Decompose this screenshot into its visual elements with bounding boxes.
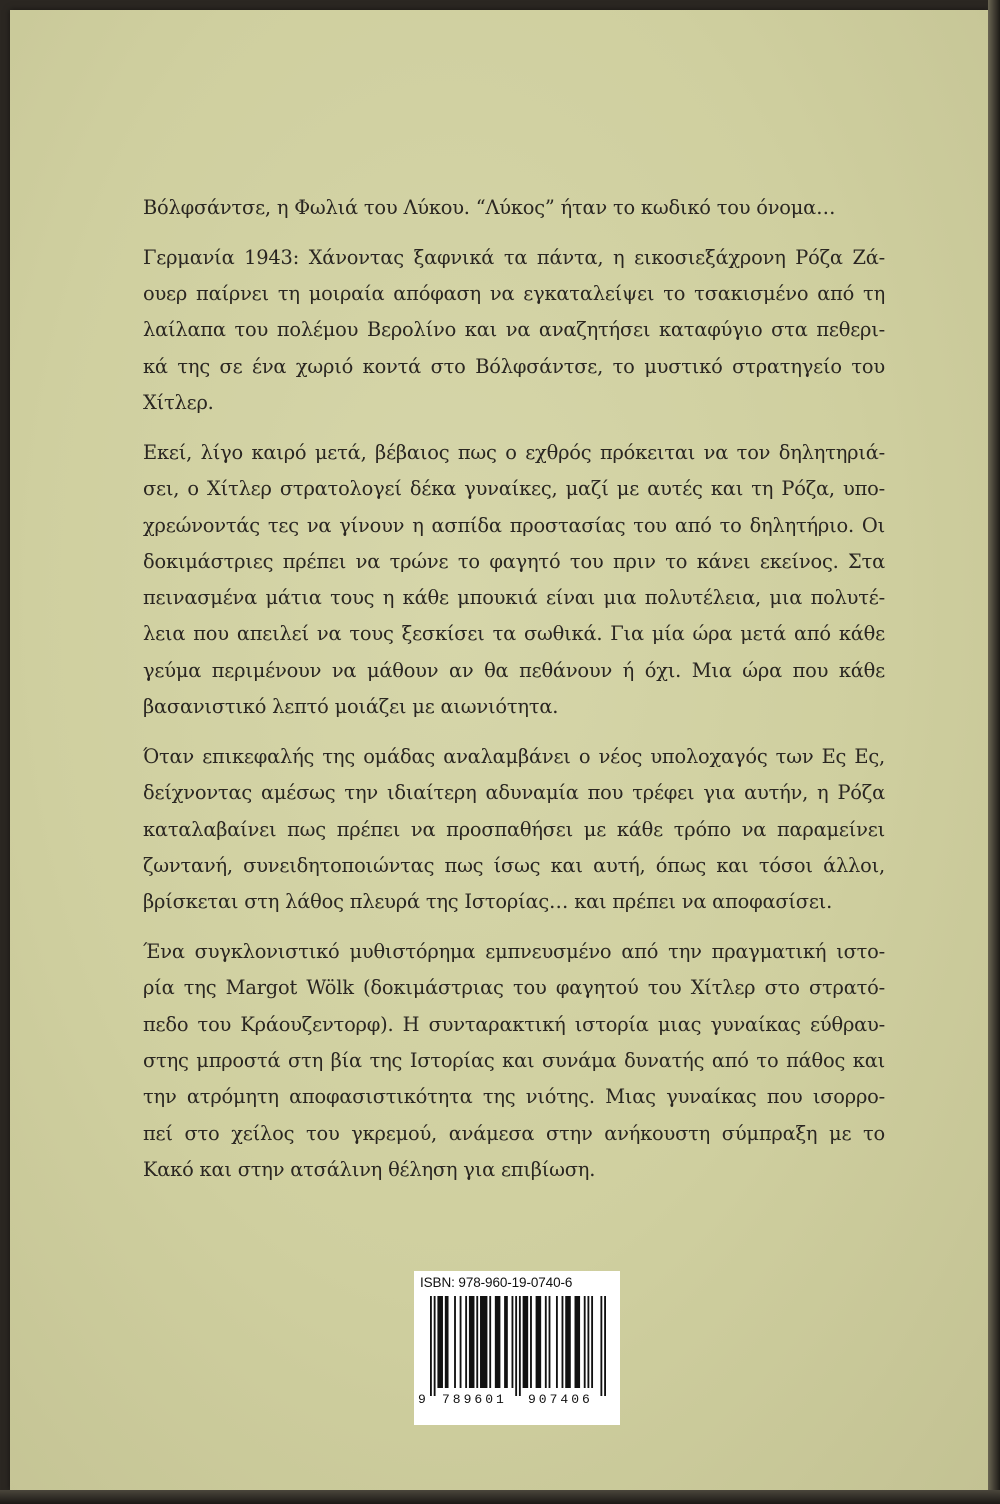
text-line: πεί στο χείλος του γκρεμού, ανάμεσα στην ανήκουστη σύμπραξη με το xyxy=(143,1121,885,1145)
barcode-bar xyxy=(465,1296,467,1388)
text-line: Όταν επικεφαλής της ομάδας αναλαμβάνει ο νέος υπολοχαγός των Ες Ες, xyxy=(143,744,885,768)
isbn-text: ISBN: 978-960-19-0740-6 xyxy=(420,1275,573,1290)
text-line: ζωντανή, συνειδητοποιώντας πως ίσως και αυτή, όπως και τόσοι άλλοι, xyxy=(143,853,885,877)
text-line: Εκεί, λίγο καιρό μετά, βέβαιος πως ο εχθρός πρόκειται να τον δηλητηριά- xyxy=(143,440,885,464)
barcode-bar xyxy=(545,1296,547,1388)
barcode-bar xyxy=(476,1296,478,1388)
cover-edge-bottom xyxy=(0,1490,1000,1504)
barcode-bar xyxy=(445,1296,449,1388)
barcode-bar xyxy=(523,1296,529,1388)
text-line: καταλαβαίνει πως πρέπει να προσπαθήσει με κάθε τρόπο να παραμείνει xyxy=(143,817,885,841)
text-line: Κακό και στην ατσάλινη θέληση για επιβίωση. xyxy=(143,1157,596,1181)
text-line: λαίλαπα του πολέμου Βερολίνο και να αναζητήσει καταφύγιο στα πεθερι- xyxy=(143,318,885,342)
blurb-paragraph xyxy=(143,739,885,920)
text-line: ουερ παίρνει τη μοιραία απόφαση να εγκαταλείψει το τσακισμένο από τη xyxy=(143,282,885,306)
ean-digit-lead: 9 xyxy=(418,1392,426,1407)
barcode-bar xyxy=(454,1296,456,1388)
barcode-bar xyxy=(504,1296,508,1388)
text-line: πεινασμένα μάτια τους η κάθε μπουκιά είναι μια πολυτέλεια, μια πολυτέ- xyxy=(143,586,885,610)
barcode-bar xyxy=(434,1296,436,1396)
ean-digit-left-group: 789601 xyxy=(442,1392,507,1407)
text-line: στης μπροστά στη βία της Ιστορίας και συνάμα δυνατής από το πάθος και xyxy=(143,1048,885,1072)
blurb-text xyxy=(143,190,885,1202)
text-line: δείχνοντας αμέσως την ιδιαίτερη αδυναμία που τρέφει για αυτήν, η Ρόζα xyxy=(143,781,885,805)
blurb-paragraph xyxy=(143,934,885,1188)
barcode-bar xyxy=(515,1296,517,1396)
barcode-bar xyxy=(600,1296,602,1396)
barcode-bars xyxy=(430,1296,606,1396)
barcode-bar xyxy=(489,1296,491,1388)
text-line: σει, ο Χίτλερ στρατολογεί δέκα γυναίκες, μαζί με αυτές και τη Ρόζα, υπο- xyxy=(143,477,885,501)
barcode-bar xyxy=(584,1296,586,1388)
text-line: βρίσκεται στη λάθος πλευρά της Ιστορίας… και πρέπει να αποφασίσει. xyxy=(143,890,833,914)
blurb-paragraph xyxy=(143,435,885,725)
barcode-bar xyxy=(604,1296,606,1396)
barcode-bar xyxy=(575,1296,581,1388)
barcode-label xyxy=(414,1271,620,1425)
barcode-bar xyxy=(512,1296,514,1388)
text-line: την ατρόμητη αποφασιστικότητα της νιότης. Μιας γυναίκας που ισορρο- xyxy=(143,1085,885,1109)
text-line: πεδο του Κράουζεντορφ). Η συνταρακτική ιστορία μιας γυναίκας εύθραυ- xyxy=(143,1012,885,1036)
cover-edge-right xyxy=(988,0,1000,1504)
blurb-paragraph xyxy=(143,240,885,421)
barcode-bar xyxy=(430,1296,432,1396)
barcode-bar xyxy=(549,1296,551,1388)
text-line: λεια που απειλεί να τους ξεσκίσει τα σωθικά. Για μία ώρα μετά από κάθε xyxy=(143,622,885,646)
blurb-paragraph xyxy=(143,190,885,226)
text-line: Χίτλερ. xyxy=(143,391,214,415)
barcode-bar xyxy=(460,1296,462,1388)
barcode-bar xyxy=(562,1296,564,1388)
barcode-bar xyxy=(565,1296,571,1388)
barcode-bar xyxy=(587,1296,589,1388)
text-line: γεύμα περιμένουν να μάθουν αν θα πεθάνουν ή όχι. Μια ώρα που κάθε xyxy=(143,658,885,682)
text-line: βασανιστικό λεπτό μοιάζει με αιωνιότητα. xyxy=(143,695,559,719)
barcode-bar xyxy=(469,1296,475,1388)
ean-digit-right-group: 907406 xyxy=(528,1392,593,1407)
text-line: Βόλφσάντσε, η Φωλιά του Λύκου. “Λύκος” ήταν το κωδικό του όνομα… xyxy=(143,196,836,219)
barcode-bar xyxy=(556,1296,558,1388)
barcode-bar xyxy=(530,1296,532,1388)
text-line: ρία της Margot Wölk (δοκιμάστριας του φαγητού του Χίτλερ στο στρατό- xyxy=(143,976,885,1000)
book-back-cover xyxy=(10,10,988,1490)
barcode-bar xyxy=(591,1296,593,1388)
text-line: Γερμανία 1943: Χάνοντας ξαφνικά τα πάντα, η εικοσιεξάχρονη Ρόζα Ζά- xyxy=(143,245,885,269)
text-line: δοκιμάστριες πρέπει να τρώνε το φαγητό του πριν το κάνει εκείνος. Στα xyxy=(143,549,885,573)
text-line: χρεώνοντάς τες να γίνουν η ασπίδα προστασίας του από το δηλητήριο. Οι xyxy=(143,513,885,537)
barcode-bar xyxy=(536,1296,542,1388)
barcode-bar xyxy=(437,1296,443,1388)
text-line: Ένα συγκλονιστικό μυθιστόρημα εμπνευσμένο από την πραγματική ιστο- xyxy=(143,940,885,964)
barcode-bar xyxy=(480,1296,487,1388)
barcode-bar xyxy=(495,1296,501,1388)
barcode-bar xyxy=(519,1296,521,1396)
text-line: κά της σε ένα χωριό κοντά στο Βόλφσάντσε, το μυστικό στρατηγείο του xyxy=(143,354,885,378)
